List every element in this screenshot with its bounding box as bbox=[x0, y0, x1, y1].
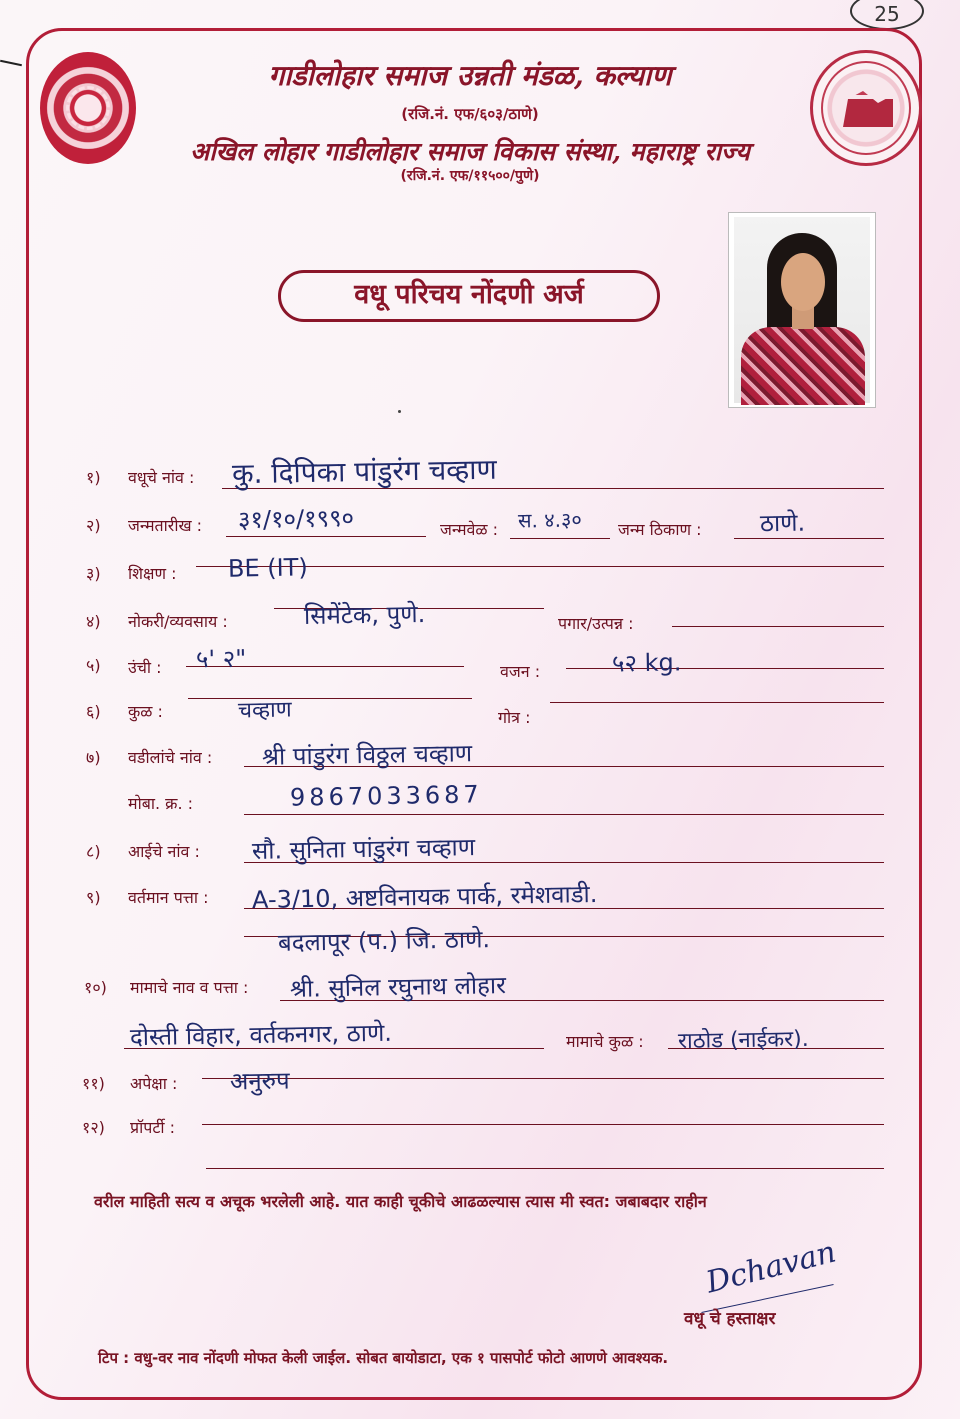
birth-time-label: जन्मवेळ : bbox=[440, 520, 499, 539]
extra-line bbox=[206, 1168, 884, 1169]
passport-photo bbox=[728, 212, 876, 408]
birthdate-label: जन्मतारीख : bbox=[128, 516, 203, 535]
expectation-line bbox=[202, 1078, 884, 1079]
salary-label: पगार/उत्पन्न : bbox=[558, 614, 634, 633]
salary-line bbox=[672, 626, 884, 627]
field-number: २) bbox=[86, 516, 101, 535]
expectation-label: अपेक्षा : bbox=[130, 1074, 178, 1093]
org1-title: गाडीलोहार समाज उन्नती मंडळ, कल्याण bbox=[268, 59, 672, 92]
page-number: 25 bbox=[850, 0, 924, 30]
uncle-clan-label: मामाचे कुळ : bbox=[566, 1032, 644, 1051]
height-label: उंची : bbox=[128, 658, 162, 677]
expectation-value[interactable]: अनुरुप bbox=[229, 1066, 290, 1096]
org2-title: अखिल लोहार गाडीलोहार समाज विकास संस्था, महाराष्ट्र राज्य bbox=[190, 137, 750, 166]
field-number: ५) bbox=[86, 656, 101, 675]
signature-label: वधू चे हस्ताक्षर bbox=[684, 1309, 776, 1329]
education-label: शिक्षण : bbox=[128, 564, 177, 583]
declaration-text: वरील माहिती सत्य व अचूक भरलेली आहे. यात काही चूकीचे आढळल्यास त्यास मी स्वत: जबाबदार राहीन bbox=[94, 1192, 707, 1211]
field-number: १०) bbox=[84, 978, 107, 997]
education-value[interactable]: BE (IT) bbox=[227, 553, 308, 583]
weight-value[interactable]: ५२ kg. bbox=[611, 648, 682, 678]
property-line bbox=[202, 1124, 884, 1125]
birthdate-value[interactable]: ३१/१०/१९९० bbox=[237, 503, 355, 535]
field-number: ९) bbox=[86, 888, 101, 907]
gotra-line bbox=[550, 702, 884, 703]
field-number: ८) bbox=[86, 842, 101, 861]
address-value-1[interactable]: A-3/10, अष्टविनायक पार्क, रमेशवाडी. bbox=[251, 879, 598, 915]
org1-registration: (रजि.नं. एफ/६०३/ठाणे) bbox=[401, 105, 539, 123]
field-number: ६) bbox=[86, 702, 101, 721]
edge-mark bbox=[0, 60, 22, 67]
clan-value[interactable]: चव्हाण bbox=[237, 697, 292, 724]
occupation-value[interactable]: सिमेंटेक, पुणे. bbox=[303, 599, 426, 631]
mother-name-label: आईचे नांव : bbox=[128, 842, 200, 861]
mobile-label: मोबा. क्र. : bbox=[128, 794, 194, 813]
field-number: ३) bbox=[86, 564, 101, 583]
footer-note: टिप : वधु-वर नाव नोंदणी मोफत केली जाईल. सोबत बायोडाटा, एक १ पासपोर्ट फोटो आणणे आवश्यक. bbox=[98, 1349, 669, 1367]
birth-place-line bbox=[734, 538, 884, 539]
address-label: वर्तमान पत्ता : bbox=[128, 888, 209, 907]
clan-label: कुळ : bbox=[128, 702, 163, 721]
bride-signature: Dchavan bbox=[702, 1234, 840, 1301]
uncle-label: मामाचे नाव व पत्ता : bbox=[130, 978, 249, 997]
uncle-value-1[interactable]: श्री. सुनिल रघुनाथ लोहार bbox=[289, 971, 507, 1003]
uncle-clan-value[interactable]: राठोड (नाईकर). bbox=[677, 1026, 809, 1055]
form-title: वधू परिचय नोंदणी अर्ज bbox=[278, 270, 660, 322]
property-label: प्रॉपर्टी : bbox=[130, 1118, 176, 1137]
birth-place-label: जन्म ठिकाण : bbox=[618, 520, 702, 539]
gotra-label: गोत्र : bbox=[498, 708, 531, 727]
left-emblem-logo bbox=[40, 52, 136, 164]
mother-name-value[interactable]: सौ. सुनिता पांडुरंग चव्हाण bbox=[251, 833, 476, 865]
field-number: ४) bbox=[86, 612, 101, 631]
father-name-label: वडीलांचे नांव : bbox=[128, 748, 213, 767]
field-number: ७) bbox=[86, 748, 101, 767]
uncle-value-2[interactable]: दोस्ती विहार, वर्तकनगर, ठाणे. bbox=[129, 1018, 393, 1052]
right-seal-logo bbox=[810, 50, 922, 166]
org2-registration: (रजि.नं. एफ/११५००/पुणे) bbox=[400, 168, 540, 184]
birth-place-value[interactable]: ठाणे. bbox=[759, 508, 806, 538]
birth-time-value[interactable]: स. ४.३० bbox=[517, 507, 583, 533]
clan-line bbox=[188, 698, 472, 699]
father-name-value[interactable]: श्री पांडुरंग विठ्ठल चव्हाण bbox=[261, 739, 473, 771]
weight-label: वजन : bbox=[500, 662, 541, 681]
occupation-label: नोकरी/व्यवसाय : bbox=[128, 612, 228, 631]
bride-name-value[interactable]: कु. दिपिका पांडुरंग चव्हाण bbox=[231, 452, 498, 491]
bride-name-label: वधूचे नांव : bbox=[128, 468, 195, 487]
mobile-line bbox=[244, 814, 884, 815]
height-value[interactable]: ५' २" bbox=[195, 644, 247, 674]
birthdate-line bbox=[226, 536, 426, 537]
field-number: १२) bbox=[82, 1118, 105, 1137]
birth-time-line bbox=[510, 538, 610, 539]
field-number: १) bbox=[86, 468, 101, 487]
field-number: ११) bbox=[82, 1074, 105, 1093]
address-value-2[interactable]: बदलापूर (प.) जि. ठाणे. bbox=[277, 925, 491, 957]
mobile-value[interactable]: 9867033687 bbox=[289, 780, 483, 812]
